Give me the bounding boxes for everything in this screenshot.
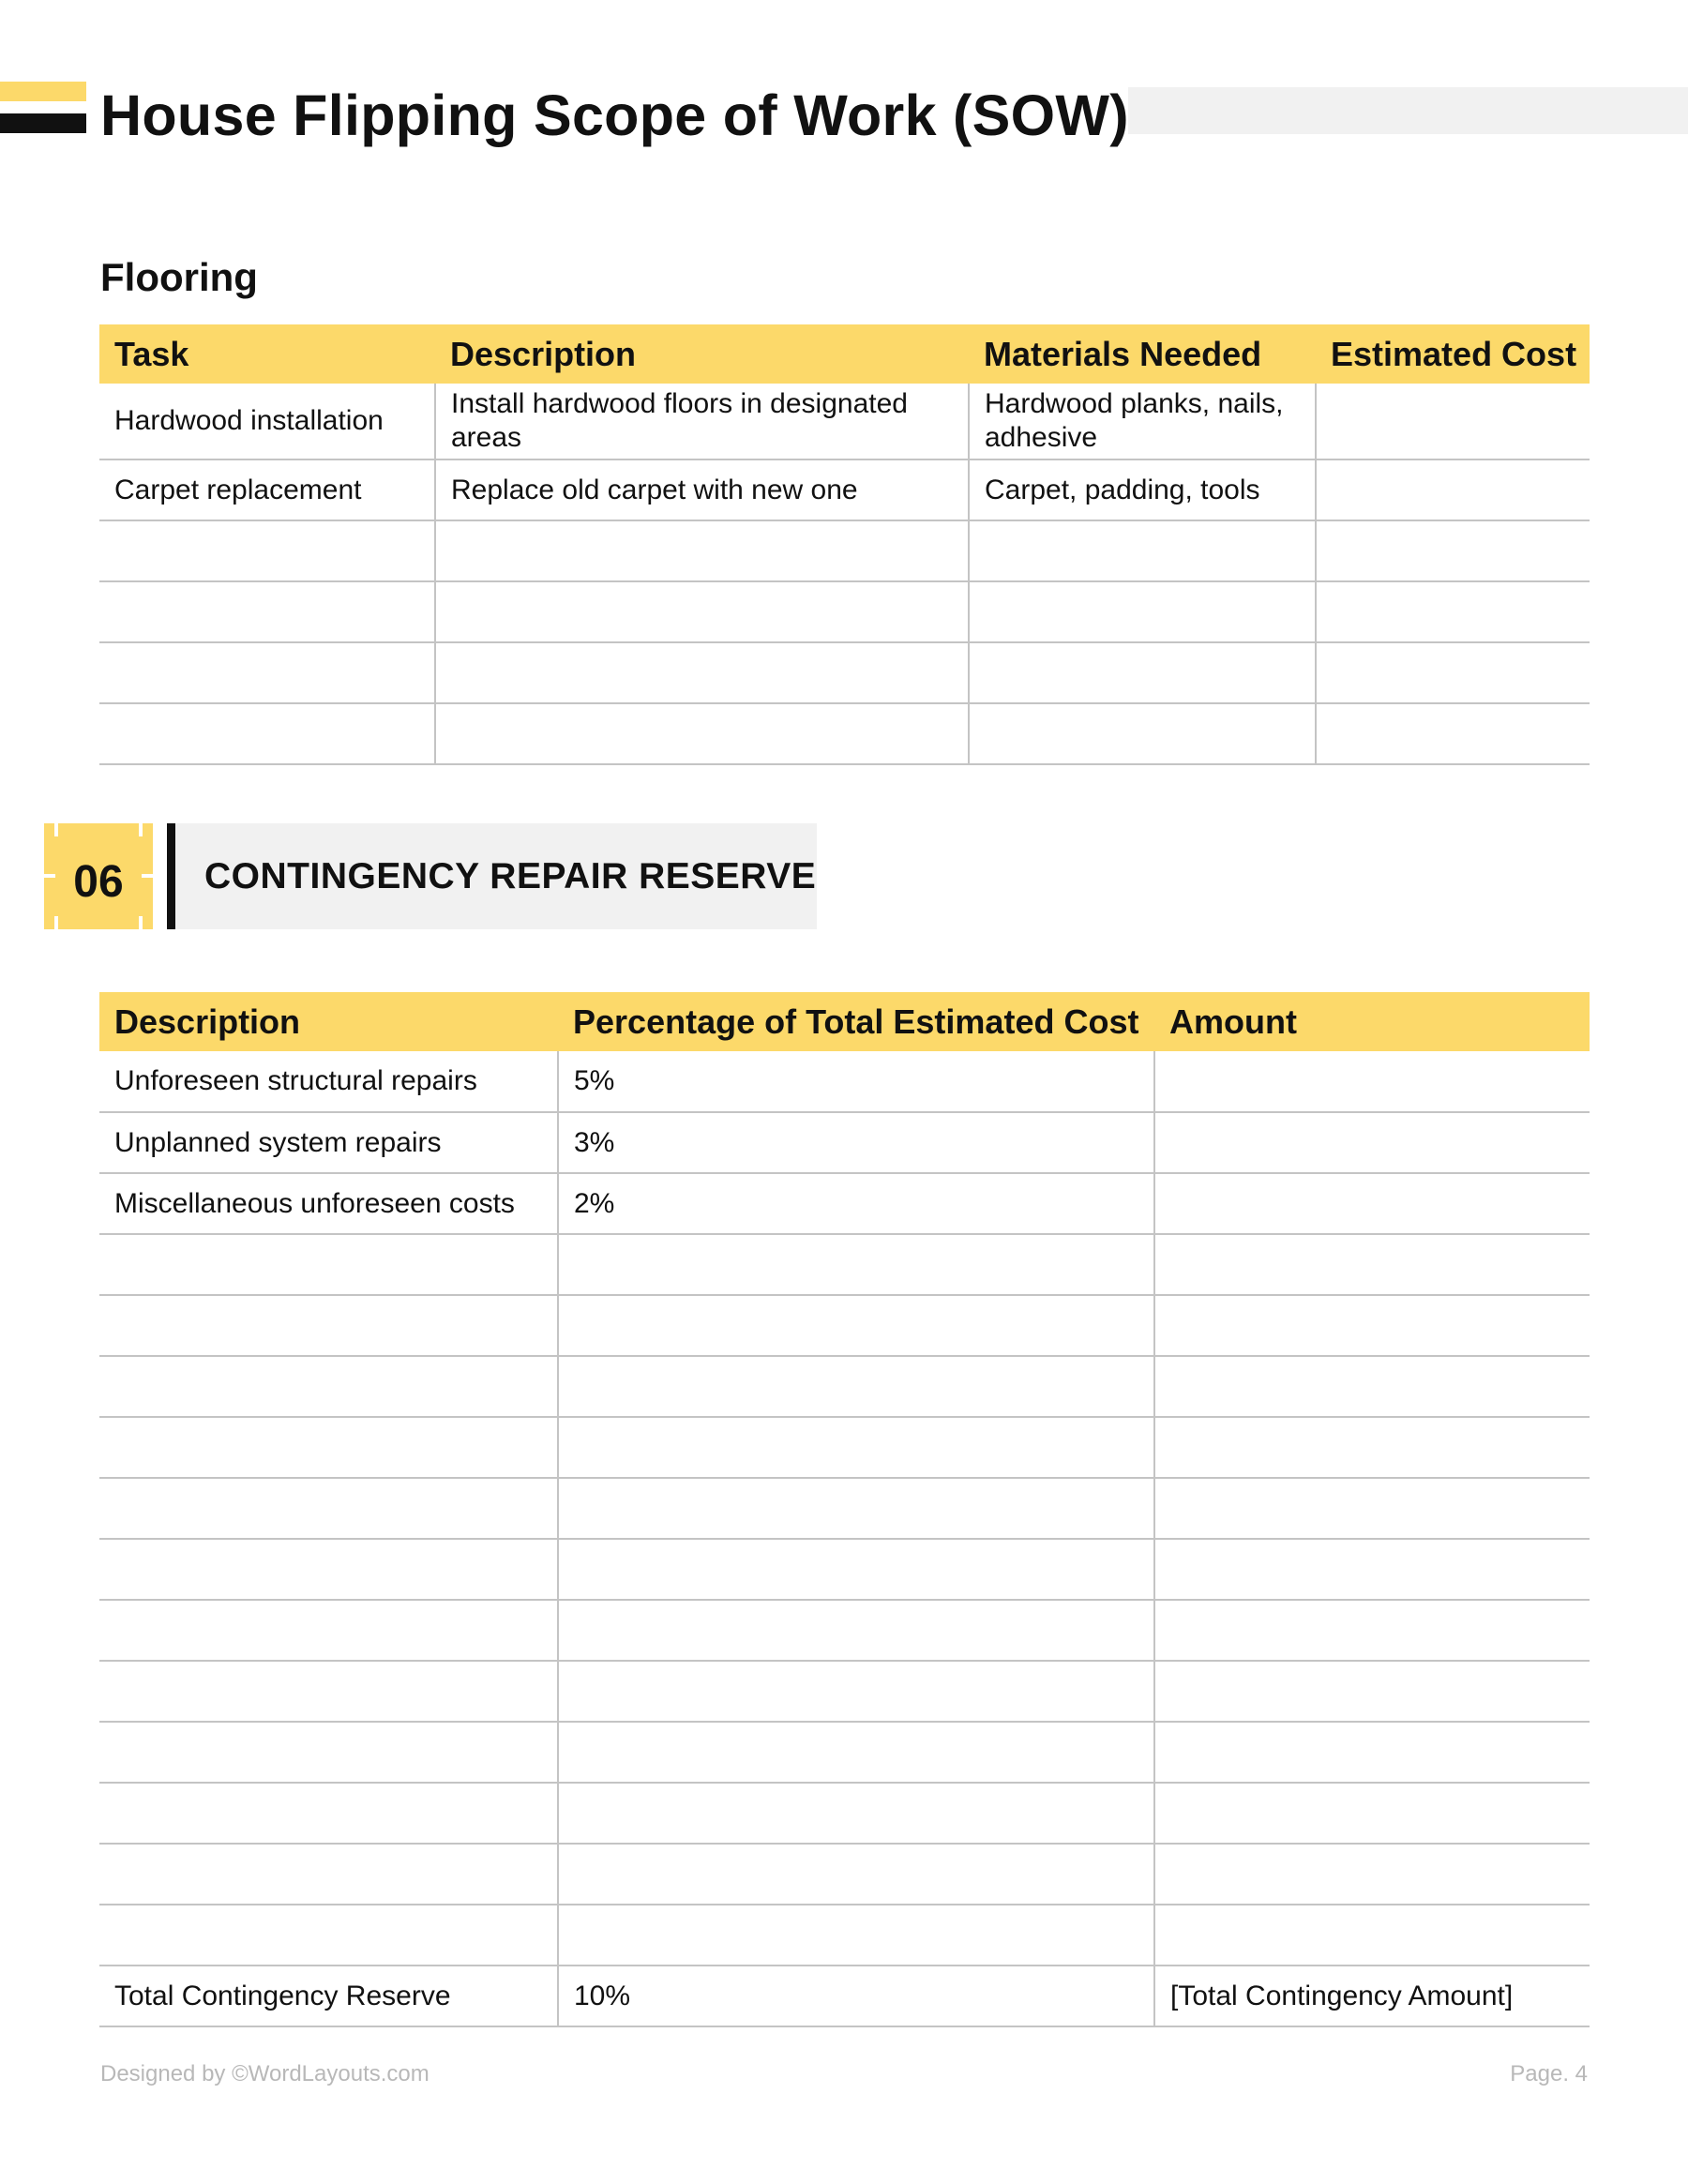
table-cell [99,1844,558,1905]
table-cell [1154,1661,1590,1722]
table-cell [1154,1173,1590,1234]
total-amount: [Total Contingency Amount] [1154,1966,1590,2026]
table-cell [99,1295,558,1356]
table-cell [558,1905,1154,1966]
flooring-table [99,324,1590,765]
table-row [99,1295,1590,1356]
table-cell [435,642,969,703]
table-cell [558,1417,1154,1478]
table-cell [99,1600,558,1661]
table-cell [558,1783,1154,1844]
table-cell [99,1783,558,1844]
table-cell: Miscellaneous unforeseen costs [99,1173,558,1234]
table-cell [558,1539,1154,1600]
header-grey-band [1128,87,1688,134]
table-cell [1154,1722,1590,1783]
column-header-description: Description [99,992,558,1051]
table-row [99,581,1590,642]
table-row [99,1234,1590,1295]
table-row [99,459,1590,520]
table-cell: Hardwood installation [99,384,435,459]
table-cell [435,520,969,581]
table-row [99,1356,1590,1417]
table-cell: 2% [558,1173,1154,1234]
table-cell [99,1661,558,1722]
section-number: 06 [73,857,124,907]
contingency-table [99,992,1590,2027]
table-cell: 5% [558,1051,1154,1112]
table-row [99,1478,1590,1539]
table-cell [1154,1051,1590,1112]
table-cell: Carpet replacement [99,459,435,520]
table-cell [558,1600,1154,1661]
table-row [99,1539,1590,1600]
table-cell [1154,1600,1590,1661]
table-row [99,384,1590,459]
table-cell [558,1295,1154,1356]
table-cell [1154,1905,1590,1966]
table-row [99,1173,1590,1234]
total-label: Total Contingency Reserve [99,1966,558,2026]
table-cell [99,1539,558,1600]
table-cell [969,520,1316,581]
table-cell: Install hardwood floors in designated areas [435,384,969,459]
table-cell [969,642,1316,703]
table-cell [99,1356,558,1417]
table-row [99,520,1590,581]
table-row [99,1600,1590,1661]
table-cell: Hardwood planks, nails, adhesive [969,384,1316,459]
table-cell [1316,520,1590,581]
page-title: House Flipping Scope of Work (SOW) [100,83,1129,147]
table-cell [558,1722,1154,1783]
table-row [99,1051,1590,1112]
table-cell [435,581,969,642]
column-header-task: Task [99,324,435,384]
table-cell [1316,581,1590,642]
table-row [99,1112,1590,1173]
table-row [99,642,1590,703]
table-cell [99,520,435,581]
table-row [99,1905,1590,1966]
table-cell [99,1905,558,1966]
table-cell [1154,1478,1590,1539]
table-cell [1154,1539,1590,1600]
section-title: CONTINGENCY REPAIR RESERVE [204,856,817,896]
table-row [99,1844,1590,1905]
table-row [99,1722,1590,1783]
table-cell [1154,1295,1590,1356]
column-header-estimated-cost: Estimated Cost [1316,324,1590,384]
table-cell [1154,1783,1590,1844]
table-cell [99,1234,558,1295]
table-cell [99,1417,558,1478]
footer-credit: Designed by ©WordLayouts.com [100,2061,430,2086]
table-cell [99,1722,558,1783]
table-cell [1154,1844,1590,1905]
table-cell: Unforeseen structural repairs [99,1051,558,1112]
table-cell [1316,703,1590,764]
total-percentage: 10% [558,1966,1154,2026]
table-row [99,1417,1590,1478]
column-header-description: Description [435,324,969,384]
table-cell [558,1234,1154,1295]
table-cell [1154,1234,1590,1295]
section-divider-bar [167,823,175,929]
table-cell: Replace old carpet with new one [435,459,969,520]
table-row [99,1783,1590,1844]
total-row [99,1966,1590,2026]
table-cell [1316,384,1590,459]
table-cell [1154,1356,1590,1417]
table-cell [1316,459,1590,520]
table-cell [558,1844,1154,1905]
table-header-row [99,992,1590,1051]
table-cell [99,642,435,703]
table-cell [558,1356,1154,1417]
column-header-percentage: Percentage of Total Estimated Cost [558,992,1154,1051]
table-cell [435,703,969,764]
table-cell [99,703,435,764]
table-cell: 3% [558,1112,1154,1173]
table-cell [1154,1112,1590,1173]
table-cell [969,581,1316,642]
table-cell [558,1661,1154,1722]
table-cell: Unplanned system repairs [99,1112,558,1173]
flooring-heading: Flooring [100,255,258,299]
header-accent-yellow [0,82,86,101]
table-cell [99,1478,558,1539]
table-cell [558,1478,1154,1539]
table-cell [969,703,1316,764]
table-cell [1154,1417,1590,1478]
page-number: Page. 4 [1510,2061,1588,2086]
table-row [99,1661,1590,1722]
column-header-materials: Materials Needed [969,324,1316,384]
table-cell: Carpet, padding, tools [969,459,1316,520]
column-header-amount: Amount [1154,992,1590,1051]
table-cell [1316,642,1590,703]
table-header-row [99,324,1590,384]
header-accent-black [0,113,86,133]
table-row [99,703,1590,764]
table-cell [99,581,435,642]
